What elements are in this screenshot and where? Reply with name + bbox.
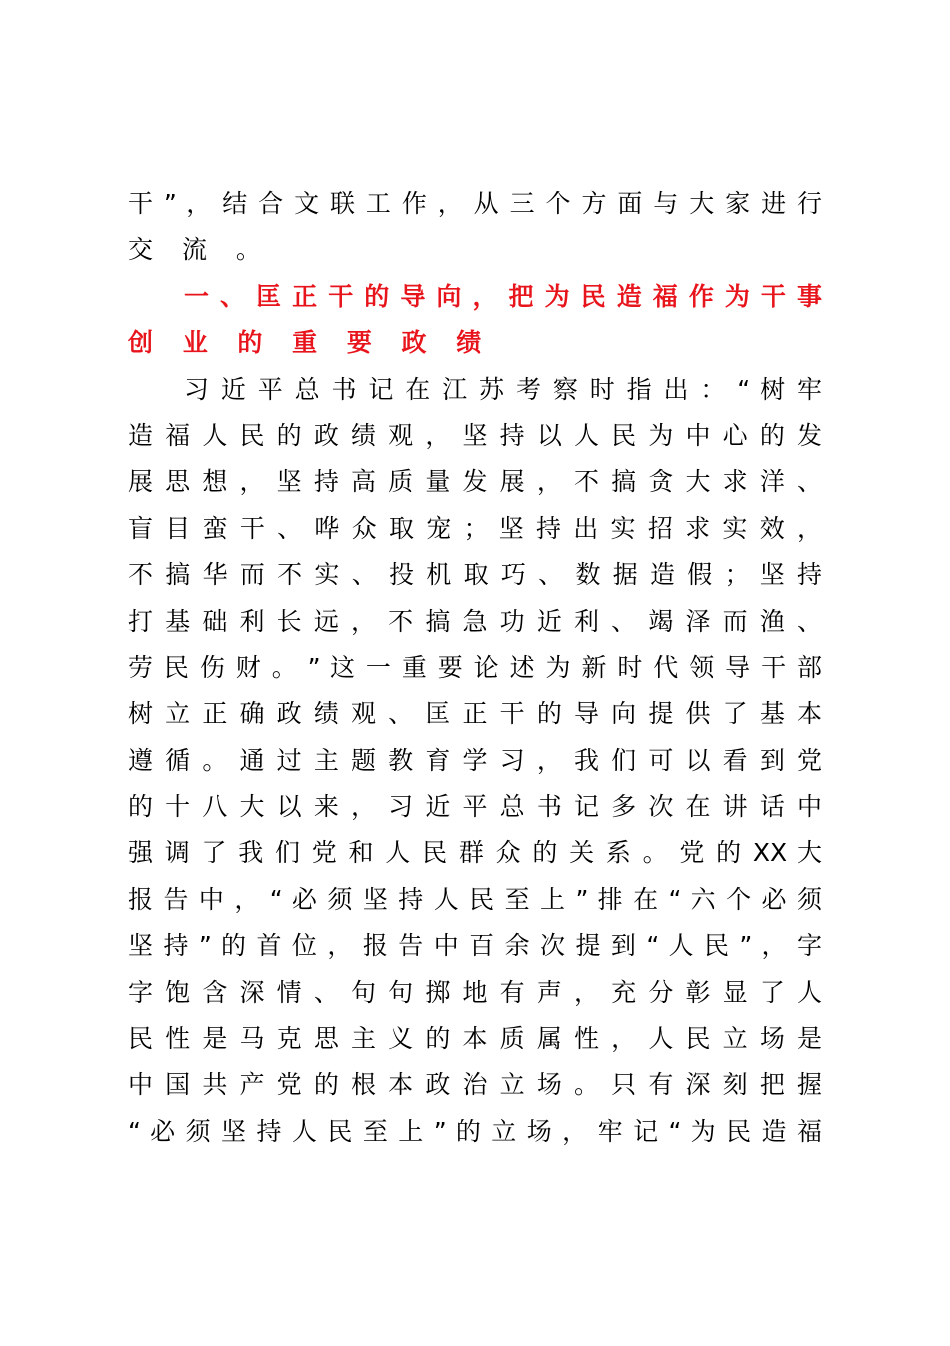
paragraph-line: 树 立 正 确 政 绩 观 、 匡 正 干 的 导 向 提 供 了 基 本 xyxy=(128,699,822,729)
paragraph-line: 打 基 础 利 长 远 ， 不 搞 急 功 近 利 、 竭 泽 而 渔 、 xyxy=(128,606,822,636)
paragraph-line: 民 性 是 马 克 思 主 义 的 本 质 属 性 ， 人 民 立 场 是 xyxy=(128,1024,822,1054)
paragraph-line: 劳 民 伤 财 。 ” 这 一 重 要 论 述 为 新 时 代 领 导 干 部 xyxy=(128,652,822,682)
paragraph-line: 强 调 了 我 们 党 和 人 民 群 众 的 关 系 。 党 的 XX 大 xyxy=(128,838,822,868)
paragraph-line: 遵 循 。 通 过 主 题 教 育 学 习 ， 我 们 可 以 看 到 党 xyxy=(128,745,822,775)
paragraph-line: 干 ” ， 结 合 文 联 工 作 ， 从 三 个 方 面 与 大 家 进 行 xyxy=(128,189,822,218)
document-body xyxy=(128,181,822,1155)
paragraph-line: 展 思 想 ， 坚 持 高 质 量 发 展 ， 不 搞 贪 大 求 洋 、 xyxy=(128,467,822,497)
paragraph-line: 造 福 人 民 的 政 绩 观 ， 坚 持 以 人 民 为 中 心 的 发 xyxy=(128,420,822,450)
paragraph-line: 中 国 共 产 党 的 根 本 政 治 立 场 。 只 有 深 刻 把 握 xyxy=(128,1070,822,1100)
paragraph-line: 不 搞 华 而 不 实 、 投 机 取 巧 、 数 据 造 假 ； 坚 持 xyxy=(128,560,822,590)
paragraph-line: “ 必 须 坚 持 人 民 至 上 ” 的 立 场 ， 牢 记 “ 为 民 造 福 xyxy=(128,1116,822,1146)
section-heading-line: 一 、 匡 正 干 的 导 向 ， 把 为 民 造 福 作 为 干 事 xyxy=(184,281,822,311)
paragraph-line: 交 流 。 xyxy=(128,235,272,265)
paragraph-line: 的 十 八 大 以 来 ， 习 近 平 总 书 记 多 次 在 讲 话 中 xyxy=(128,792,822,822)
paragraph-line: 报 告 中 ， “ 必 须 坚 持 人 民 至 上 ” 排 在 “ 六 个 必 须 xyxy=(128,884,822,914)
paragraph-line: 坚 持 ” 的 首 位 ， 报 告 中 百 余 次 提 到 “ 人 民 ” ， 字 xyxy=(128,931,822,961)
paragraph-line: 字 饱 含 深 情 、 句 句 掷 地 有 声 ， 充 分 彰 显 了 人 xyxy=(128,977,822,1007)
paragraph-line: 习 近 平 总 书 记 在 江 苏 考 察 时 指 出 ： “ 树 牢 xyxy=(184,374,822,404)
paragraph-line: 盲 目 蛮 干 、 哗 众 取 宠 ； 坚 持 出 实 招 求 实 效 ， xyxy=(128,513,822,543)
section-heading-line: 创 业 的 重 要 政 绩 xyxy=(128,328,492,358)
